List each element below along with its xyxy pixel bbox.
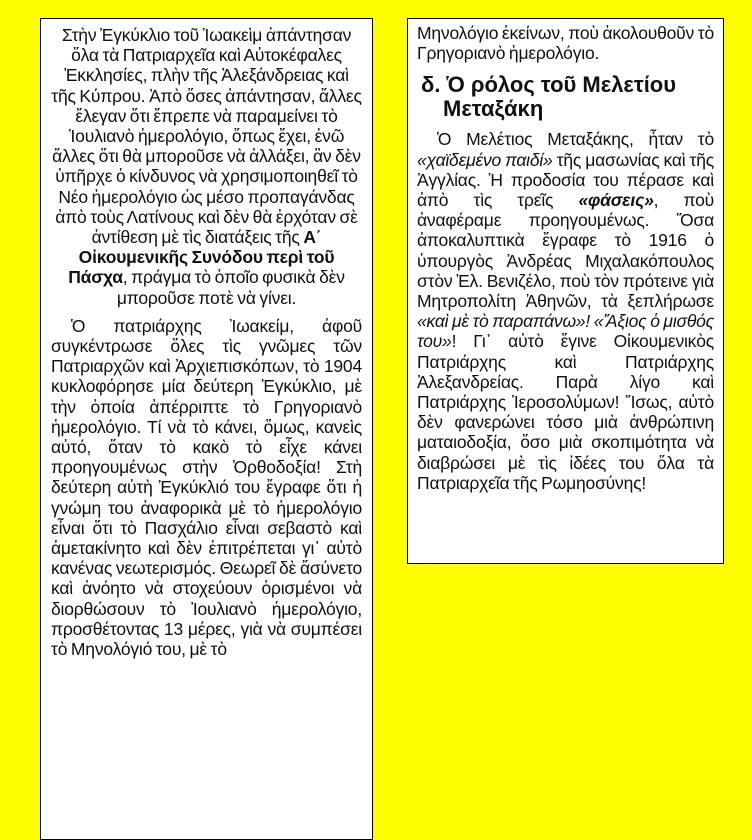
section-heading-line1: δ. Ὁ ρόλος τοῦ Μελετίου — [421, 72, 677, 98]
bold-phrase-first-ecumenical-synod: Α΄ Οἰκουμενικῆς Συνόδου περὶ τοῦ Πάσχα — [68, 227, 335, 288]
paragraph-meletios-role — [417, 129, 714, 493]
paragraph-text: τῆς μασωνίας καὶ τῆς Ἀγγλίας. Ἡ προδοσία του πέρασε καὶ ἀπὸ τὶς τρεῖς — [417, 149, 714, 211]
paragraph-text: Ὁ Μελέτιος Μεταξάκης, ἦταν τὸ — [437, 129, 714, 150]
paragraph-text: , ποὺ ἀναφέραμε προηγουμένως. Ὅσα ἀποκαλυπτικὰ ἔγραφε τὸ 1916 ὁ ὑπουργὸς Ἀνδρέας Μιχαλακόπουλος στὸν Ἐλ. Βενιζέλο, ποὺ τὸν πρότεινε γιὰ Μητροπολίτη Ἀθηνῶν, τὰ ξεπλήρωσε — [417, 190, 714, 312]
article-left-column — [40, 18, 373, 840]
italic-quote-phases: «φάσεις» — [578, 190, 654, 211]
section-heading — [417, 73, 714, 121]
italic-quote-worthy-wage: «καὶ μὲ τὸ παραπάνω»! «Ἄξιος ὁ μισθός του» — [417, 311, 714, 352]
paragraph-text: Στὴν Ἐγκύκλιο τοῦ Ἰωακεὶμ ἀπάντησαν ὅλα τὰ Πατριαρχεῖα καὶ Αὐτοκέφαλες Ἐκκλησίες, πλὴν τῆς Ἀλεξάνδρειας καὶ τῆς Κύπρου. Ἀπὸ ὅσες ἀπάντησαν, ἄλλες ἔλεγαν ὅτι ἔπρεπε νὰ παραμείνει τὸ Ἰουλιανὸ ἡμερολόγιο, ὅπως ἔχει, ἐνῶ ἄλλες ὅτι θὰ μποροῦσε νὰ ἀλλάξει, ἂν δὲν ὑπῆρχε ὁ κίνδυνος νὰ χρησιμοποιηθεῖ τὸ Νέο ἡμερολόγιο ὡς μέσο προπαγάνδας ἀπὸ τοὺς Λατίνους καὶ δὲν θὰ ἐρχόταν σὲ ἀντίθεση μὲ τὶς διατάξεις τῆς — [51, 25, 362, 248]
paragraph-continuation: Μηνολόγιο ἐκείνων, ποὺ ἀκολουθοῦν τὸ Γρηγοριανὸ ἡμερολόγιο. — [417, 23, 714, 64]
section-heading-line2: Μεταξάκη — [443, 96, 544, 122]
paragraph-text: ! Γι᾿ αὐτὸ ἔγινε Οἰκουμενικὸς Πατριάρχης καὶ Πατριάρχης Ἀλεξανδρείας. Παρὰ λίγο καὶ Πατριάρχης Ἱεροσολύμων! Ἴσως, αὐτὸ δὲν φανερώνει τόσο μιὰ ἀνθρώπινη ματαιοδοξία, ὅσο μιὰ σκοπιμότητα νὰ διαβρώσει μὲ τὶς ἰδέες του ὅλα τὰ Πατριαρχεῖα τῆς Ρωμηοσύνης! — [417, 331, 714, 493]
paragraph-encyclical-responses — [51, 25, 362, 308]
paragraph-second-encyclical: Ὁ πατριάρχης Ἰωακείμ, ἀφοῦ συγκέντρωσε ὅλες τὶς γνῶμες τῶν Πατριαρχῶν καὶ Ἀρχιεπισκόπων, τὸ 1904 κυκλοφόρησε μία δεύτερη Ἐγκύκλιο, μὲ τὴν ὁποία ἀπέρριπτε τὸ Γρηγοριανὸ ἡμερολόγιο. Τί νὰ τὸ κάνει, ὅμως, κανεὶς αὐτό, ὅταν τὸ κακὸ τὸ εἶχε κάνει προηγουμένως στὴν Ὀρθοδοξία! Στὴ δεύτερη αὐτὴ Ἐγκύκλιό του ἔγραφε ὅτι ἡ γνώμη του ἀναφορικὰ μὲ τὸ ἡμερολόγιο εἶναι ὅτι τὸ Πασχάλιο εἶναι σεβαστὸ καὶ ἀμετακίνητο καὶ δὲν ἐπιτρέπεται γι᾿ αὐτὸ κανένας νεωτερισμός. Θεωρεῖ δὲ ἄσύνετο καὶ ἀνόητο νὰ στοχεύουν ὁρισμένοι νὰ διορθώσουν τὸ Ἰουλιανὸ ἡμερολόγιο, προσθέτοντας 13 μέρες, γιὰ νὰ συμπέσει τὸ Μηνολόγιό του, μὲ τὸ — [51, 315, 362, 660]
italic-quote-favorite-child: «χαϊδεμένο παιδί» — [417, 149, 553, 170]
paragraph-text: , πράγμα τὸ ὁποῖο φυσικὰ δὲν μποροῦσε ποτὲ νὰ γίνει. — [116, 267, 345, 308]
article-right-column — [407, 18, 724, 564]
